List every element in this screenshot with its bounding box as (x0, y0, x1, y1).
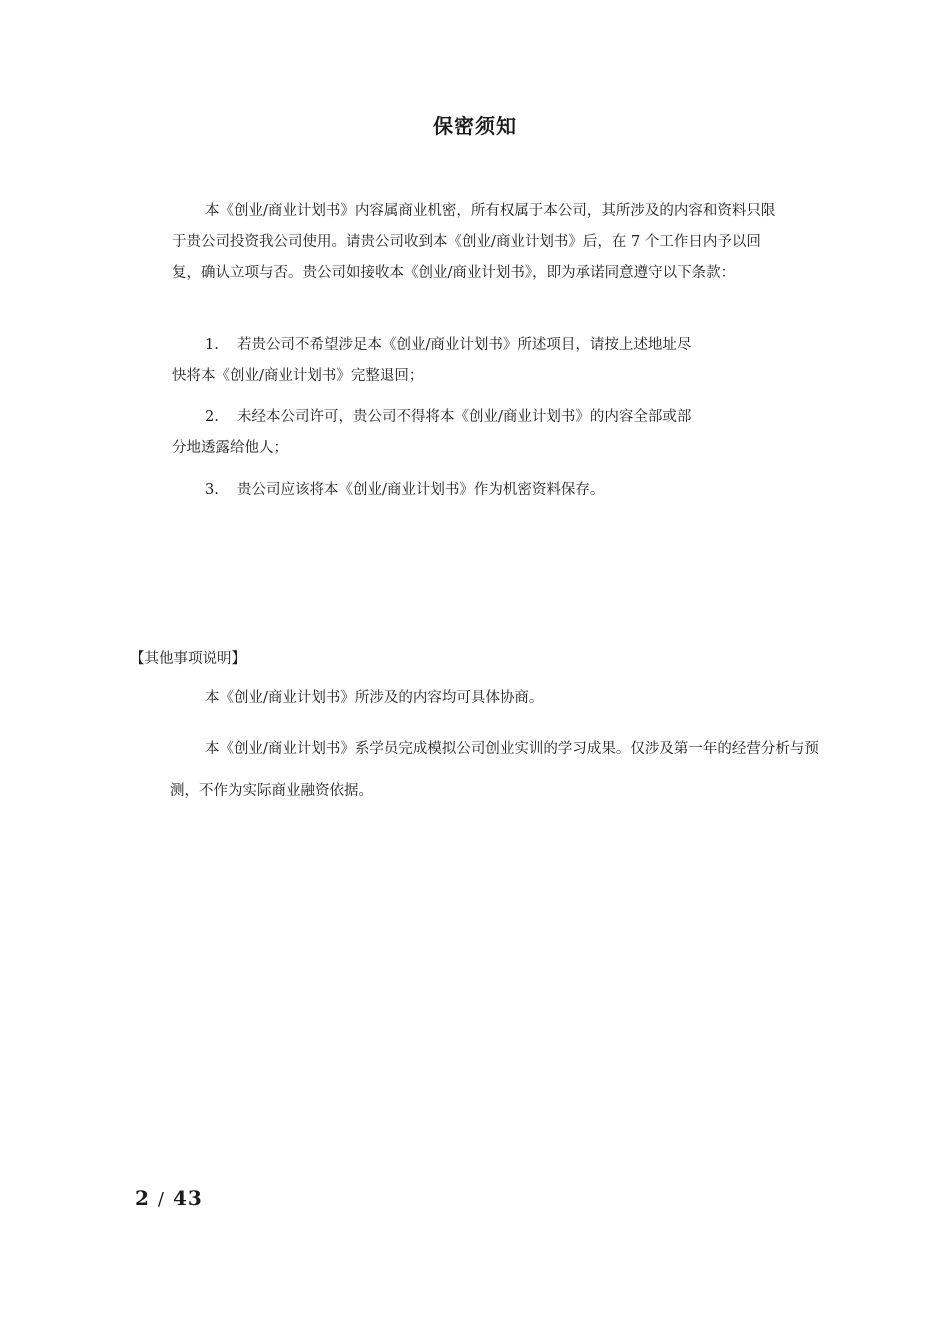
page-separator: / (157, 1189, 165, 1210)
item-text-continued: 分地透露给他人； (172, 440, 288, 456)
intro-paragraph: 本《创业/商业计划书》内容属商业机密，所有权属于本公司，其所涉及的内容和资料只限于贵公司投资我公司使用。请贵公司收到本《创业/商业计划书》后，在 7 个工作日内予以回复，确认立项与否。贵公司如接收本《创业/商业计划书》，即为承诺同意遵守以下条款： (172, 203, 776, 281)
other-notes-heading: 【其他事项说明】 (130, 651, 246, 667)
item-text: 若贵公司不希望涉足本《创业/商业计划书》所述项目，请按上述地址尽 (237, 337, 692, 353)
other-notes-paragraph: 本《创业/商业计划书》系学员完成模拟公司创业实训的学习成果。仅涉及第一年的经营分析与预测，不作为实际商业融资依据。 (170, 741, 819, 799)
total-pages: 43 (173, 1186, 203, 1210)
item-number: 2. (205, 409, 219, 425)
page-title: 保密须知 (433, 114, 517, 138)
current-page: 2 (135, 1186, 150, 1210)
page-number (135, 1186, 203, 1210)
item-number: 1. (205, 337, 219, 353)
item-text: 贵公司应该将本《创业/商业计划书》作为机密资料保存。 (237, 482, 605, 498)
list-item (172, 330, 770, 392)
item-text: 未经本公司许可，贵公司不得将本《创业/商业计划书》的内容全部或部 (237, 409, 692, 425)
item-number: 3. (205, 482, 219, 498)
item-text-continued: 快将本《创业/商业计划书》完整退回； (172, 368, 424, 384)
list-item (172, 402, 770, 464)
list-item (172, 475, 770, 506)
other-notes-paragraph: 本《创业/商业计划书》所涉及的内容均可具体协商。 (205, 690, 544, 706)
